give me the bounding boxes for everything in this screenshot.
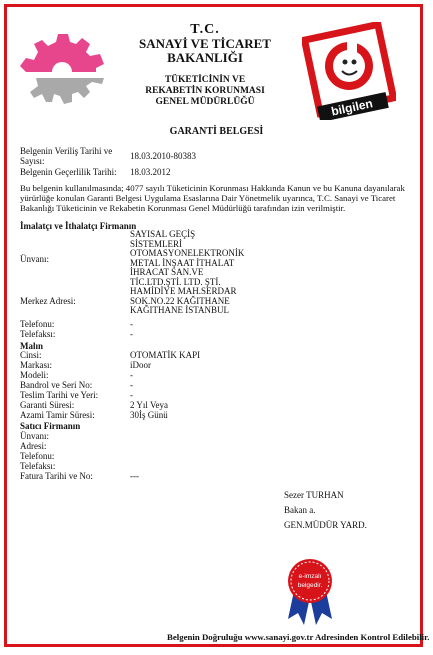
product-brand-label: Markası: [20, 360, 52, 370]
manufacturer-address-label: Merkez Adresi: [20, 296, 76, 306]
ministry-header [120, 22, 290, 108]
manufacturer-title-label: Ünvanı: [20, 254, 49, 264]
legal-paragraph: Bu belgenin kullanılmasında; 4077 sayılı Tüketicinin Korunması Hakkında Kanun ve bu Kanuna dayanılarak yürürlüğe konulan Garanti Belgesi Uygulama Esaslarına Dair Yönetmelik uyarınca, T.C. Sanayi ve Ticaret Bakanlığı Tüketicinin ve Rekabetin Korunması Genel Müdürlüğü tarafından izin verilmiştir. [20, 183, 405, 213]
header-ministry-line1: SANAYİ VE TİCARET [139, 36, 271, 51]
manufacturer-phone-value: - [130, 319, 133, 329]
e-signature-badge [282, 557, 338, 629]
issue-date-value: 18.03.2010-80383 [130, 151, 196, 161]
product-delivery-label: Teslim Tarihi ve Yeri: [20, 390, 99, 400]
title-line: OTOMASYONELEKTRONİK [130, 248, 245, 258]
repair-period-value: 30İş Günü [130, 410, 168, 420]
gray-gear-shape [20, 78, 104, 104]
header-ministry-line2: BAKANLIĞI [167, 50, 243, 65]
invoice-value: --- [130, 471, 139, 481]
product-model-label: Modeli: [20, 370, 49, 380]
bilgilen-text: bilgilen [329, 96, 374, 119]
product-serial-value: - [130, 380, 133, 390]
directorate-name [120, 75, 290, 108]
signatory-position: GEN.MÜDÜR YARD. [284, 520, 367, 530]
validity-label: Belgenin Geçerlilik Tarihi: [20, 167, 117, 177]
issue-date-label-line2: Sayısı: [20, 156, 45, 166]
warranty-period-value: 2 Yıl Veya [130, 400, 168, 410]
address-line: SOK.NO.22 KAĞITHANE [130, 295, 230, 306]
seller-fax-label: Telefaksı: [20, 461, 56, 471]
header-tc: T.C. [190, 22, 220, 37]
title-line: TİC.LTD.ŞTİ. LTD. ŞTİ. [130, 276, 221, 287]
product-heading: Malın [20, 341, 44, 351]
bilgilen-seal-logo [302, 22, 396, 120]
manufacturer-fax-value: - [130, 329, 133, 339]
manufacturer-heading: İmalatçı ve İthalatçı Firmanın [20, 221, 137, 231]
title-line: SAYISAL GEÇİŞ [130, 229, 196, 239]
address-line: KAĞITHANE İSTANBUL [130, 305, 230, 315]
directorate-line1: TÜKETİCİNİN VE [164, 75, 246, 85]
badge-text-line1: e-imzalı [298, 573, 322, 580]
manufacturer-address-value [130, 287, 290, 316]
seller-address-label: Adresi: [20, 441, 47, 451]
badge-text-line2: belgedir. [297, 582, 323, 589]
invoice-label: Fatura Tarihi ve No: [20, 471, 93, 481]
repair-period-label: Azami Tamir Süresi: [20, 410, 95, 420]
seller-phone-label: Telefonu: [20, 451, 55, 461]
verification-footer: Belgenin Doğruluğu www.sanayi.gov.tr Adresinden Kontrol Edilebilir. [167, 632, 430, 642]
manufacturer-fax-label: Telefaksı: [20, 329, 56, 339]
product-brand-value: iDoor [130, 360, 151, 370]
seller-heading: Satıcı Firmanın [20, 421, 81, 431]
signatory-on-behalf: Bakan a. [284, 505, 316, 515]
title-line: METAL İNŞAAT İTHALAT [130, 257, 235, 268]
validity-value: 18.03.2012 [130, 167, 171, 177]
signatory-name: Sezer TURHAN [284, 490, 344, 500]
manufacturer-title-value [130, 230, 290, 287]
title-line: SİSTEMLERİ [130, 238, 183, 249]
address-line: HAMİDİYE MAH.SERDAR [130, 286, 237, 296]
issue-date-label-line1: Belgenin Veriliş Tarihi ve [20, 146, 113, 156]
product-type-label: Cinsi: [20, 350, 42, 360]
manufacturer-phone-label: Telefonu: [20, 319, 55, 329]
warranty-period-label: Garanti Süresi: [20, 400, 75, 410]
product-type-value: OTOMATİK KAPI [130, 350, 201, 360]
product-delivery-value: - [130, 390, 133, 400]
directorate-line3: GENEL MÜDÜRLÜĞÜ [155, 97, 255, 107]
directorate-line2: REKABETİN KORUNMASI [145, 86, 265, 96]
product-model-value: - [130, 370, 133, 380]
title-line: İHRACAT SAN.VE [130, 267, 204, 277]
pink-gear-shape [20, 34, 104, 82]
seller-title-label: Ünvanı: [20, 431, 49, 441]
product-serial-label: Bandrol ve Seri No: [20, 380, 93, 390]
ministry-gear-logo [16, 32, 108, 112]
document-title: GARANTİ BELGESİ [169, 126, 264, 137]
